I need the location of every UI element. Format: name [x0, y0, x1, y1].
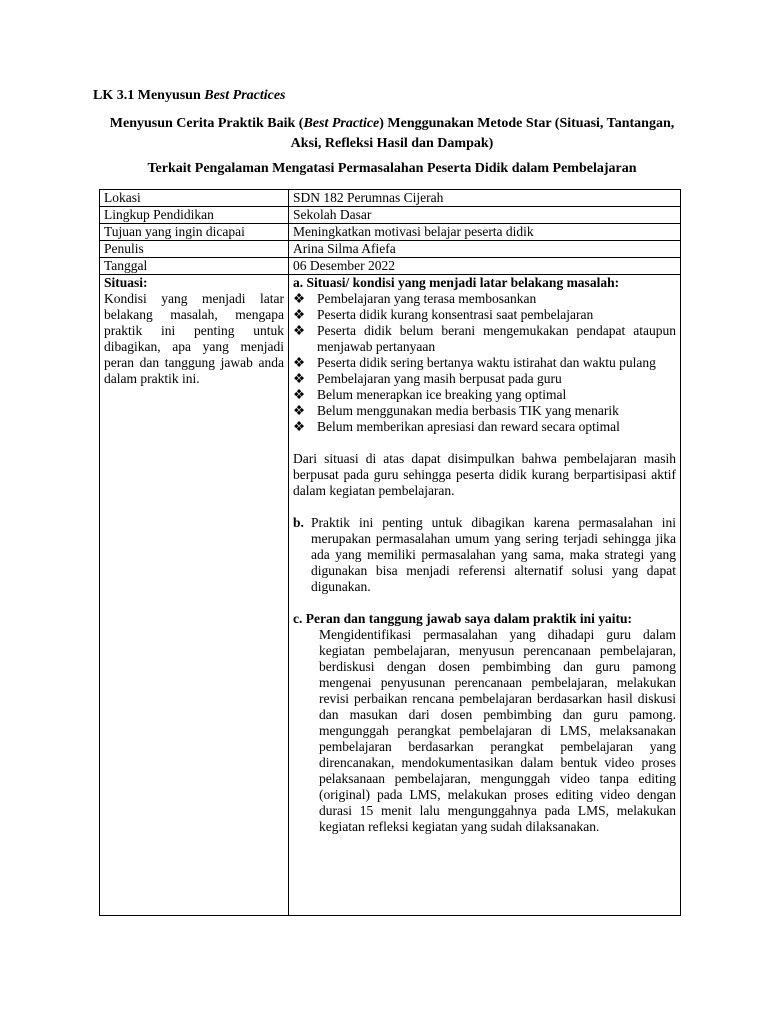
bullet-text: Pembelajaran yang masih berpusat pada guru	[317, 371, 562, 386]
row-key: Tanggal	[100, 258, 289, 275]
spacer	[293, 595, 676, 611]
bullet-text: Belum memberikan apresiasi dan reward secara optimal	[317, 419, 620, 434]
section-b-text: Praktik ini penting untuk dibagikan karena permasalahan ini merupakan permasalahan umum yang sering terjadi sehingga jika ada yang memiliki permasalahan yang sama, maka strategi yang digunakan bisa menjadi referensi alternatif solusi yang dapat digunakan.	[311, 515, 676, 594]
conclusion-paragraph: Dari situasi di atas dapat disimpulkan bahwa pembelajaran masih berpusat pada guru sehingga peserta didik kurang berpartisipasi aktif dalam kegiatan pembelajaran.	[293, 451, 676, 498]
bullet-text: Belum menggunakan media berbasis TIK yang menarik	[317, 403, 619, 418]
situasi-content-cell	[289, 275, 681, 916]
spacer	[293, 435, 676, 451]
section-c-title: c. Peran dan tanggung jawab saya dalam praktik ini yaitu:	[293, 611, 633, 626]
row-value: 06 Desember 2022	[289, 258, 681, 275]
row-key: Tujuan yang ingin dicapai	[100, 224, 289, 241]
section-a-title: a. Situasi/ kondisi yang menjadi latar belakang masalah:	[293, 275, 620, 290]
row-value: Arina Silma Afiefa	[289, 241, 681, 258]
diamond-bullet-icon: ❖	[293, 291, 306, 306]
row-key: Penulis	[100, 241, 289, 258]
list-item	[293, 371, 676, 387]
list-item	[293, 419, 676, 435]
best-practice-table	[99, 189, 681, 916]
row-key: Lingkup Pendidikan	[100, 207, 289, 224]
subtitle-italic: Best Practice	[303, 116, 380, 131]
document-subtitle	[96, 114, 688, 154]
subtitle-part2: ) Menggunakan Metode Star (Situasi, Tantangan, Aksi, Refleksi Hasil dan Dampak)	[290, 116, 675, 151]
list-item	[293, 291, 676, 307]
list-item	[293, 307, 676, 323]
bullet-text: Belum menerapkan ice breaking yang optimal	[317, 387, 567, 402]
table-row	[100, 241, 681, 258]
spacer	[293, 499, 676, 515]
situasi-label: Situasi:	[104, 275, 148, 290]
section-b-marker: b.	[293, 515, 304, 530]
bullet-text: Pembelajaran yang terasa membosankan	[317, 291, 537, 306]
diamond-bullet-icon: ❖	[293, 403, 306, 418]
bullet-text: Peserta didik kurang konsentrasi saat pembelajaran	[317, 307, 594, 322]
diamond-bullet-icon: ❖	[293, 419, 306, 434]
list-item	[293, 323, 676, 355]
table-row	[100, 224, 681, 241]
document-title	[93, 88, 286, 104]
situasi-description: Kondisi yang menjadi latar belakang masalah, mengapa praktik ini penting untuk dibagikan, apa yang menjadi peran dan tanggung jawab anda dalam praktik ini.	[104, 291, 284, 386]
title-italic: Best Practices	[204, 88, 286, 103]
list-item	[293, 387, 676, 403]
row-value: SDN 182 Perumnas Cijerah	[289, 190, 681, 207]
table-row	[100, 207, 681, 224]
diamond-bullet-icon: ❖	[293, 355, 306, 370]
title-prefix: LK 3.1 Menyusun	[93, 88, 205, 103]
diamond-bullet-icon: ❖	[293, 371, 306, 386]
bullet-text: Peserta didik sering bertanya waktu istirahat dan waktu pulang	[317, 355, 656, 370]
row-value: Meningkatkan motivasi belajar peserta didik	[289, 224, 681, 241]
row-value: Sekolah Dasar	[289, 207, 681, 224]
table-row	[100, 258, 681, 275]
diamond-bullet-icon: ❖	[293, 387, 306, 402]
subtitle-part1: Menyusun Cerita Praktik Baik (	[109, 116, 304, 131]
row-key: Lokasi	[100, 190, 289, 207]
situasi-description-cell	[100, 275, 289, 916]
list-item	[293, 403, 676, 419]
diamond-bullet-icon: ❖	[293, 307, 306, 322]
document-subtitle-2: Terkait Pengalaman Mengatasi Permasalahan Peserta Didik dalam Pembelajaran	[147, 161, 637, 176]
section-b	[293, 515, 676, 595]
list-item	[293, 355, 676, 371]
section-c-text: Mengidentifikasi permasalahan yang dihadapi guru dalam kegiatan pembelajaran, menyusun perencanaan pembelajaran, berdiskusi dengan dosen pembimbing dan guru pamong mengenai penyusunan perencanaan pembelajaran, melakukan revisi perbaikan rencana pembelajaran berdasarkan hasil diskusi dan masukan dari dosen pembimbing dan guru pamong. mengunggah perangkat pembelajaran di LMS, melaksanakan pembelajaran berdasarkan perangkat pembelajaran yang direncanakan, mendokumentasikan dalam bentuk video proses pelaksanaan pembelajaran, mengunggah video tanpa editing (original) pada LMS, melakukan proses editing video dengan durasi 15 menit lalu mengunggahnya pada LMS, melakukan kegiatan refleksi kegiatan yang sudah dilaksanakan.	[319, 627, 676, 834]
situasi-row	[100, 275, 681, 916]
table-row	[100, 190, 681, 207]
diamond-bullet-icon: ❖	[293, 323, 306, 338]
bullet-text: Peserta didik belum berani mengemukakan pendapat ataupun menjawab pertanyaan	[317, 323, 676, 354]
